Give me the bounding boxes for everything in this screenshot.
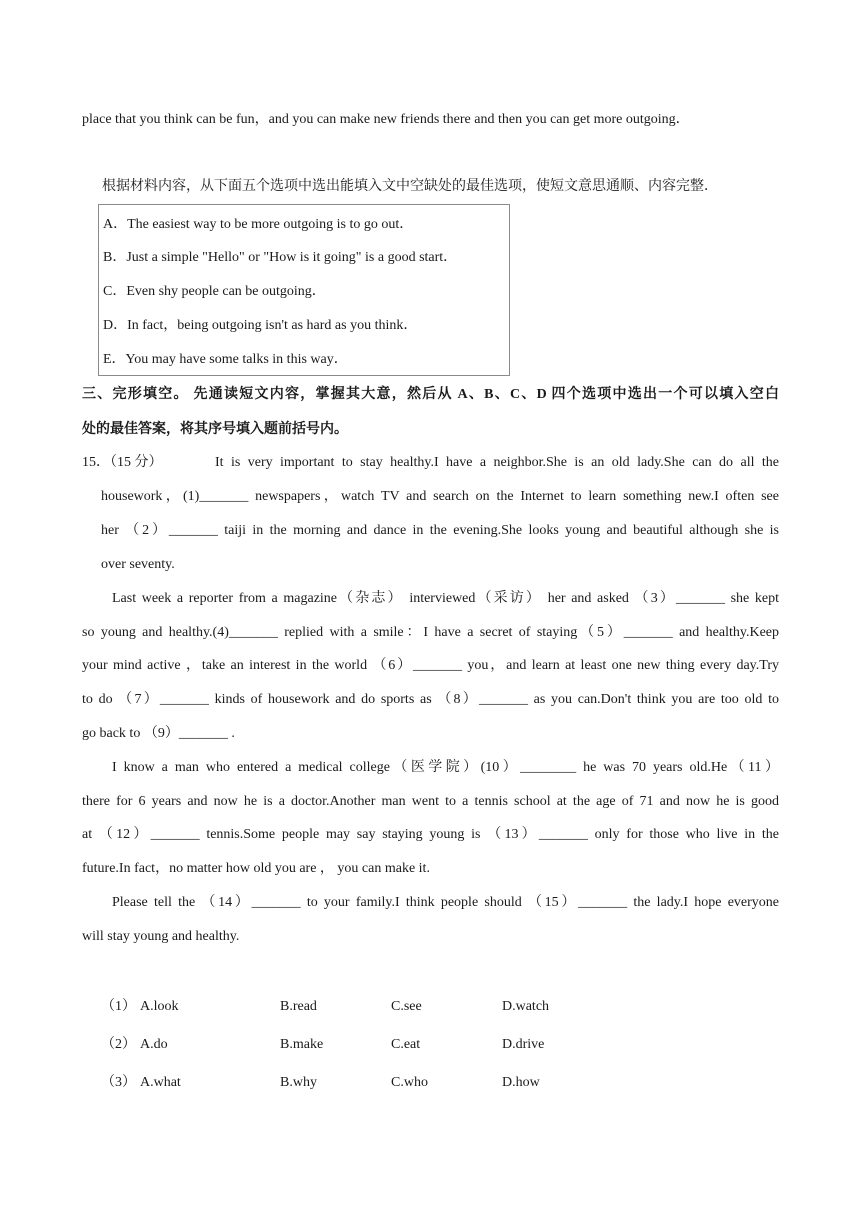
choice-option-d: D.drive [502,1037,545,1052]
task-instruction: 根据材料内容，从下面五个选项中选出能填入文中空缺处的最佳选项，使短文意思通顺、内容完整． [102,179,718,194]
passage-line: her （2）_______ taiji in the morning and dance in the evening.She looks young and beautiful although she is [101,523,779,538]
passage-line: your mind active ，take an interest in the world （6）_______ you，and learn at least one new thing every day.Try [82,658,779,673]
passage-line: at （12）_______ tennis.Some people may say staying young is （13）_______ only for those who live in the [82,827,779,842]
option-e: E．You may have some talks in this way． [103,352,348,367]
choice-row [0,997,860,1017]
passage-line: It is very important to stay healthy.I have a neighbor.She is an old lady.She can do all the [215,455,779,470]
passage-line: future.In fact，no matter how old you are ， you can make it. [82,861,430,876]
choice-row [0,1073,860,1093]
choice-option-b: B.why [280,1075,317,1090]
option-a: A．The easiest way to be more outgoing is to go out． [103,217,414,232]
option-c: C．Even shy people can be outgoing． [103,284,326,299]
choice-option-d: D.how [502,1075,540,1090]
choice-option-b: B.make [280,1037,324,1052]
passage-tail: place that you think can be fun，and you can make new friends there and then you can get more outgoing． [82,112,690,127]
choice-option-d: D.watch [502,999,550,1014]
passage-line: housework，(1)_______ newspapers，watch TV and search on the Internet to learn something new.I often see [101,489,779,504]
passage-line: to do （7）_______ kinds of housework and do sports as （8）_______ as you can.Don't think you are too old to [82,692,779,707]
choice-number: （3） [101,1075,136,1090]
passage-line: over seventy. [101,557,175,572]
choice-option-a: A.what [140,1075,181,1090]
passage-line: will stay young and healthy. [82,929,240,944]
choice-number: （2） [101,1037,136,1052]
choice-option-c: C.see [391,999,422,1014]
passage-line: there for 6 years and now he is a doctor.Another man went to a tennis school at the age of 71 and now he is good [82,794,779,809]
passage-line: I know a man who entered a medical college（医学院）(10）________ he was 70 years old.He（11） [112,760,779,775]
option-b: B．Just a simple "Hello" or "How is it going" is a good start． [103,250,458,265]
choice-option-a: A.do [140,1037,168,1052]
passage-line: so young and healthy.(4)_______ replied with a smile：I have a secret of staying（5）_______ and healthy.Keep [82,625,779,640]
passage-line: Please tell the （14）_______ to your family.I think people should （15）_______ the lady.I hope everyone [112,895,779,910]
choice-option-a: A.look [140,999,179,1014]
options-box [98,204,510,376]
passage-line: Last week a reporter from a magazine（杂志） interviewed（采访） her and asked （3）_______ she kept [112,591,779,606]
option-d: D．In fact，being outgoing isn't as hard as you think． [103,318,418,333]
choice-option-b: B.read [280,999,317,1014]
section3-heading-cont: 处的最佳答案，将其序号填入题前括号内。 [82,422,348,437]
passage-line: go back to （9）_______ . [82,726,235,741]
section3-heading: 三、完形填空。 先通读短文内容，掌握其大意，然后从 A、B、C、D 四个选项中选出一个可以填入空白 [82,387,779,402]
choice-row [0,1035,860,1055]
question-number: 15．（15 分） [82,455,163,470]
choice-option-c: C.who [391,1075,428,1090]
choice-option-c: C.eat [391,1037,421,1052]
choice-number: （1） [101,999,136,1014]
